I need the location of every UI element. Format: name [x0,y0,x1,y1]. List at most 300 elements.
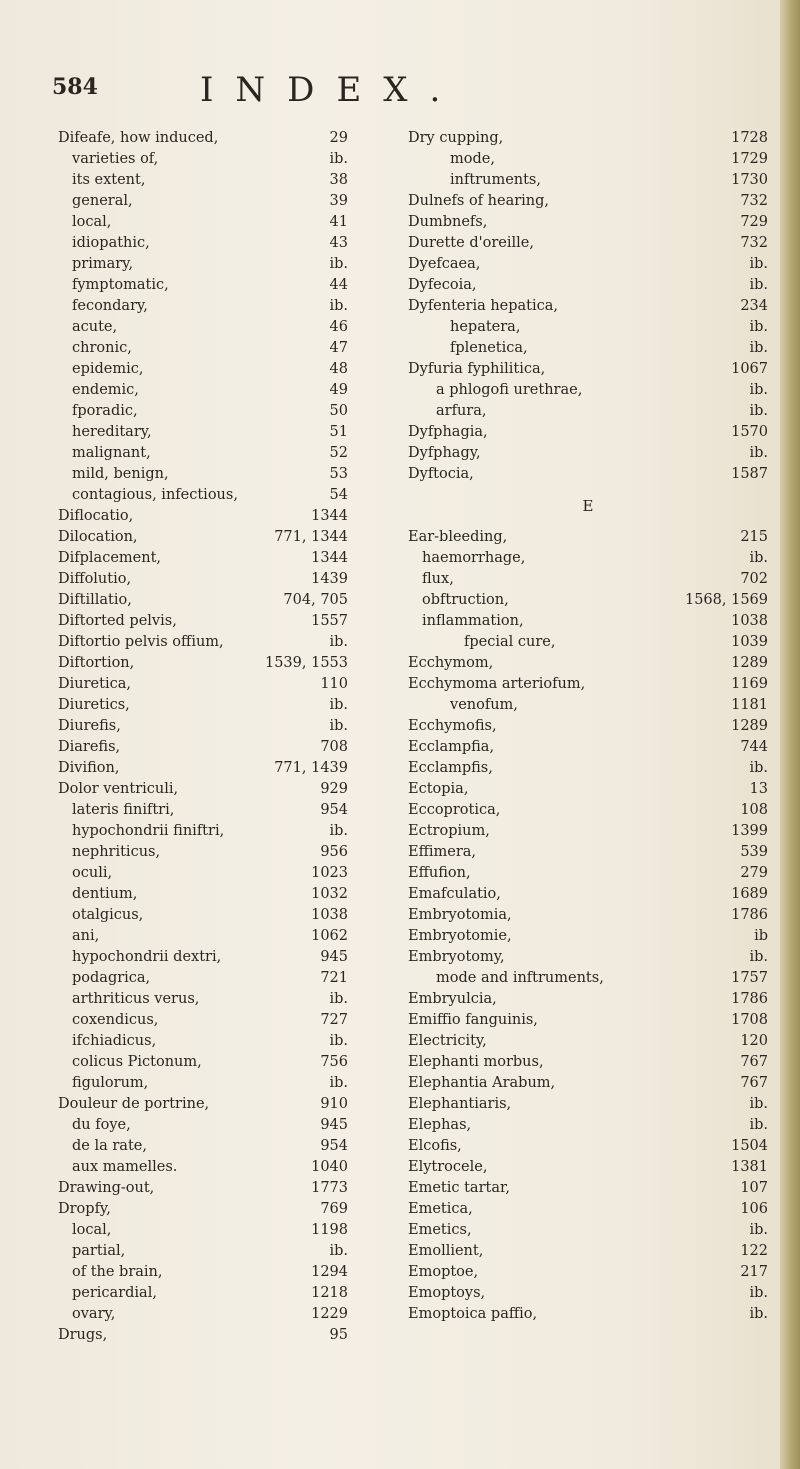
page-reference: 52 [329,445,348,461]
index-term: a phlogofi urethrae, [436,382,583,398]
page-reference: 54 [329,487,348,503]
index-entry [58,296,348,317]
page-reference: 732 [740,235,768,251]
page-reference: 110 [320,676,348,692]
index-term: Diftillatio, [58,592,132,608]
index-term: Difeafe, how induced, [58,130,219,146]
index-term: Dyfphagia, [408,424,488,440]
index-entry [58,758,348,779]
index-entry [408,1094,768,1115]
index-term: Diftorted pelvis, [58,613,177,629]
page-reference: 1587 [731,466,768,482]
index-entry [408,590,768,611]
index-term: otalgicus, [72,907,144,923]
page-reference: 1786 [731,907,768,923]
index-term: Emoptoys, [408,1285,486,1301]
page-reference: 1708 [731,1012,768,1028]
page-reference: 954 [320,1138,348,1154]
index-entry [58,1031,348,1052]
index-entry [58,989,348,1010]
index-entry [408,632,768,653]
index-term: epidemic, [72,361,144,377]
index-term: Elephanti morbus, [408,1054,544,1070]
index-term: general, [72,193,133,209]
page-reference: 1198 [311,1222,348,1238]
index-entry [408,947,768,968]
index-entry [58,947,348,968]
index-term: fplenetica, [450,340,528,356]
index-term: Diftortion, [58,655,135,671]
page-reference: 108 [740,802,768,818]
index-entry [408,611,768,632]
index-term: fpecial cure, [464,634,556,650]
page-reference: ib. [749,277,768,293]
index-entry [58,1094,348,1115]
index-term: mild, benign, [72,466,169,482]
index-entry [408,275,768,296]
index-term: Emoptoica paffio, [408,1306,538,1322]
page-reference: ib. [749,382,768,398]
index-entry [58,842,348,863]
page-reference: 106 [740,1201,768,1217]
page-reference: 1729 [731,151,768,167]
page-reference: 1730 [731,172,768,188]
index-entry [408,254,768,275]
index-term: aux mamelles. [72,1159,178,1175]
index-term: hereditary, [72,424,152,440]
index-term: Effimera, [408,844,477,860]
index-term: Dulnefs of hearing, [408,193,550,209]
index-term: fecondary, [72,298,148,314]
index-entry [408,800,768,821]
page-reference: 1218 [311,1285,348,1301]
page-reference: 729 [740,214,768,230]
index-entry [408,905,768,926]
page-title: INDEX. [200,70,463,110]
page-reference: ib. [329,298,348,314]
index-entry [58,779,348,800]
index-term: Diuretica, [58,676,131,692]
index-term: inftruments, [450,172,541,188]
index-term: Ectropium, [408,823,490,839]
page-reference: 29 [329,130,348,146]
index-entry [408,695,768,716]
index-entry [408,233,768,254]
index-term: malignant, [72,445,151,461]
page-reference: 49 [329,382,348,398]
index-term: fporadic, [72,403,138,419]
page-reference: 13 [749,781,768,797]
page-reference: ib. [749,1306,768,1322]
index-term: coxendicus, [72,1012,159,1028]
page-reference: ib. [749,949,768,965]
index-entry [58,149,348,170]
page-reference: 1399 [731,823,768,839]
index-term: de la rate, [72,1138,147,1154]
index-entry [58,926,348,947]
index-entry [58,695,348,716]
index-term: haemorrhage, [422,550,526,566]
page-reference: ib. [329,151,348,167]
index-entry [408,1073,768,1094]
page-number: 584 [52,74,98,100]
index-entry [408,1010,768,1031]
page-reference: 1067 [731,361,768,377]
page-reference: 1289 [731,655,768,671]
index-term: ifchiadicus, [72,1033,157,1049]
index-term: Drugs, [58,1327,108,1343]
index-entry [408,926,768,947]
index-entry [408,1178,768,1199]
index-term: Emollient, [408,1243,484,1259]
page-reference: 38 [329,172,348,188]
page-reference: 704, 705 [283,592,348,608]
index-term: oculi, [72,865,113,881]
page-reference: 732 [740,193,768,209]
page-header [0,70,780,118]
page-reference: 1757 [731,970,768,986]
index-term: Dry cupping, [408,130,504,146]
index-entry [408,296,768,317]
page-reference: 929 [320,781,348,797]
index-entry [408,527,768,548]
index-entry [58,1220,348,1241]
index-term: Eccoprotica, [408,802,501,818]
index-term: hypochondrii dextri, [72,949,222,965]
index-group-d [408,128,768,485]
index-term: Diarefis, [58,739,121,755]
index-term: acute, [72,319,118,335]
page-reference: ib. [749,256,768,272]
index-entry [58,632,348,653]
index-term: arfura, [436,403,487,419]
index-entry [58,254,348,275]
index-entry [58,1115,348,1136]
page-reference: 1039 [731,634,768,650]
index-entry [58,569,348,590]
page-reference: 234 [740,298,768,314]
index-entry [58,191,348,212]
page-reference: ib. [749,550,768,566]
index-term: Elephas, [408,1117,472,1133]
page-reference: 1570 [731,424,768,440]
index-entry [58,359,348,380]
index-term: Embryotomia, [408,907,512,923]
index-entry [408,653,768,674]
index-term: Dumbnefs, [408,214,488,230]
index-term: Ear-bleeding, [408,529,508,545]
index-term: varieties of, [72,151,159,167]
index-entry [58,1283,348,1304]
index-term: Emafculatio, [408,886,501,902]
index-term: colicus Pictonum, [72,1054,202,1070]
page-reference: 1568, 1569 [684,592,768,608]
index-entry [408,1115,768,1136]
index-entry [58,506,348,527]
index-entry [58,800,348,821]
index-term: chronic, [72,340,132,356]
page-reference: 1169 [731,676,768,692]
index-entry [58,212,348,233]
index-entry [58,401,348,422]
index-entry [58,863,348,884]
page-reference: ib. [749,1096,768,1112]
index-entry [58,527,348,548]
page-reference: 50 [329,403,348,419]
index-term: Diuretics, [58,697,130,713]
index-entry [408,464,768,485]
page-reference: 44 [329,277,348,293]
page-reference: 1786 [731,991,768,1007]
index-term: Dilocation, [58,529,138,545]
index-term: mode, [450,151,495,167]
index-term: Ecclampfia, [408,739,495,755]
page-reference: 46 [329,319,348,335]
index-term: Embryulcia, [408,991,497,1007]
page-reference: ib [754,928,768,944]
index-term: partial, [72,1243,126,1259]
page-reference: 771, 1344 [274,529,348,545]
page-reference: 47 [329,340,348,356]
index-entry [408,548,768,569]
index-entry [408,1283,768,1304]
page-reference: 39 [329,193,348,209]
index-entry [408,1262,768,1283]
page-reference: 1038 [731,613,768,629]
index-entry [408,884,768,905]
index-term: Electricity, [408,1033,487,1049]
page-reference: ib. [749,319,768,335]
index-term: Emetic tartar, [408,1180,510,1196]
index-entry [58,1325,348,1346]
page-reference: ib. [749,1285,768,1301]
index-term: Ecchymom, [408,655,494,671]
page-reference: 756 [320,1054,348,1070]
page-reference: 702 [740,571,768,587]
index-term: Dyfecoia, [408,277,477,293]
index-term: du foye, [72,1117,131,1133]
index-entry [58,905,348,926]
page-reference: 708 [320,739,348,755]
index-term: Dyfphagy, [408,445,481,461]
index-entry [408,443,768,464]
index-entry [408,989,768,1010]
page-reference: 1689 [731,886,768,902]
index-entry [58,338,348,359]
index-entry [58,380,348,401]
index-entry [58,464,348,485]
page-reference: 1504 [731,1138,768,1154]
index-term: mode and inftruments, [436,970,604,986]
page-reference: 954 [320,802,348,818]
index-term: its extent, [72,172,146,188]
index-term: Dropfy, [58,1201,111,1217]
index-term: fymptomatic, [72,277,169,293]
page-reference: 721 [320,970,348,986]
page-reference: ib. [329,1033,348,1049]
index-entry [408,128,768,149]
index-term: Dyfuria fyphilitica, [408,361,546,377]
index-term: Dyfenteria hepatica, [408,298,559,314]
index-term: Elytrocele, [408,1159,488,1175]
page-reference: 217 [740,1264,768,1280]
index-term: Diftortio pelvis offium, [58,634,224,650]
page-reference: 1439 [311,571,348,587]
index-term: Drawing-out, [58,1180,155,1196]
page-reference: 539 [740,844,768,860]
index-term: Elephantiaris, [408,1096,512,1112]
index-entry [58,443,348,464]
index-entry [408,716,768,737]
index-term: hypochondrii finiftri, [72,823,225,839]
page-reference: ib. [749,340,768,356]
page-reference: 1344 [311,550,348,566]
index-entry [408,1031,768,1052]
index-entry [58,170,348,191]
page-reference: 1539, 1553 [264,655,348,671]
index-term: Elephantia Arabum, [408,1075,556,1091]
index-term: inflammation, [422,613,524,629]
index-term: Emiffio fanguinis, [408,1012,538,1028]
page-reference: ib. [329,1075,348,1091]
index-term: Embryotomy, [408,949,505,965]
page-reference: ib. [749,445,768,461]
index-entry [408,842,768,863]
index-entry [58,1304,348,1325]
index-entry [58,674,348,695]
index-term: ani, [72,928,100,944]
page-reference: 767 [740,1075,768,1091]
index-entry [58,716,348,737]
page-reference: 945 [320,949,348,965]
index-term: Diurefis, [58,718,121,734]
index-term: Ectopia, [408,781,469,797]
index-entry [408,758,768,779]
index-entry [58,275,348,296]
index-term: Ecchymofis, [408,718,497,734]
index-term: Elcofis, [408,1138,462,1154]
page-reference: 120 [740,1033,768,1049]
index-entry [58,485,348,506]
page-reference: 1181 [731,697,768,713]
index-term: Dolor ventriculi, [58,781,179,797]
page-reference: 1289 [731,718,768,734]
page-reference: 1773 [311,1180,348,1196]
index-term: dentium, [72,886,138,902]
index-term: figulorum, [72,1075,149,1091]
index-entry [58,821,348,842]
index-entry [58,653,348,674]
index-entry [58,737,348,758]
index-entry [408,170,768,191]
index-term: podagrica, [72,970,151,986]
index-term: idiopathic, [72,235,150,251]
page-reference: ib. [329,718,348,734]
page-reference: 1023 [311,865,348,881]
index-entry [408,212,768,233]
page-reference: 1038 [311,907,348,923]
page-reference: 107 [740,1180,768,1196]
page-reference: 1344 [311,508,348,524]
index-entry [408,1241,768,1262]
index-entry [408,569,768,590]
page-reference: 1294 [311,1264,348,1280]
page-reference: 744 [740,739,768,755]
index-term: Douleur de portrine, [58,1096,210,1112]
index-entry [58,1157,348,1178]
page-reference: 279 [740,865,768,881]
page-reference: 1062 [311,928,348,944]
page-reference: 1557 [311,613,348,629]
index-entry [58,1199,348,1220]
index-term: Difplacement, [58,550,162,566]
page-reference: ib. [329,697,348,713]
page-reference: 1381 [731,1159,768,1175]
index-term: local, [72,214,112,230]
index-entry [58,317,348,338]
index-term: flux, [422,571,454,587]
page-reference: 215 [740,529,768,545]
index-term: Embryotomie, [408,928,512,944]
index-term: venofum, [450,697,518,713]
index-entry [58,611,348,632]
index-entry [408,1052,768,1073]
index-term: Ecclampfis, [408,760,493,776]
page-reference: 53 [329,466,348,482]
index-entry [408,1199,768,1220]
index-entry [408,737,768,758]
index-entry [408,1157,768,1178]
index-entry [58,884,348,905]
index-term: obftruction, [422,592,509,608]
index-term: contagious, infectious, [72,487,238,503]
index-entry [408,968,768,989]
page-reference: ib. [329,634,348,650]
index-term: endemic, [72,382,139,398]
page-edge [780,0,800,1469]
index-term: Effufion, [408,865,471,881]
index-entry [408,821,768,842]
index-entry [58,1010,348,1031]
page-reference: 51 [329,424,348,440]
index-term: pericardial, [72,1285,157,1301]
index-entry [408,863,768,884]
page-reference: 910 [320,1096,348,1112]
index-entry [408,359,768,380]
index-term: Diflocatio, [58,508,134,524]
index-term: Emetics, [408,1222,472,1238]
index-term: nephriticus, [72,844,161,860]
index-entry [408,191,768,212]
index-term: primary, [72,256,134,272]
index-entry [58,1241,348,1262]
index-entry [408,1220,768,1241]
index-entry [58,233,348,254]
page-reference: 1032 [311,886,348,902]
index-entry [58,590,348,611]
page-reference: 956 [320,844,348,860]
index-entry [408,674,768,695]
index-column-left [58,128,348,1346]
index-group-e [408,527,768,1325]
index-term: Divifion, [58,760,120,776]
index-term: Dyefcaea, [408,256,481,272]
page-reference: ib. [749,1222,768,1238]
index-entry [408,422,768,443]
index-entry [408,779,768,800]
index-entry [408,1304,768,1325]
index-term: local, [72,1222,112,1238]
